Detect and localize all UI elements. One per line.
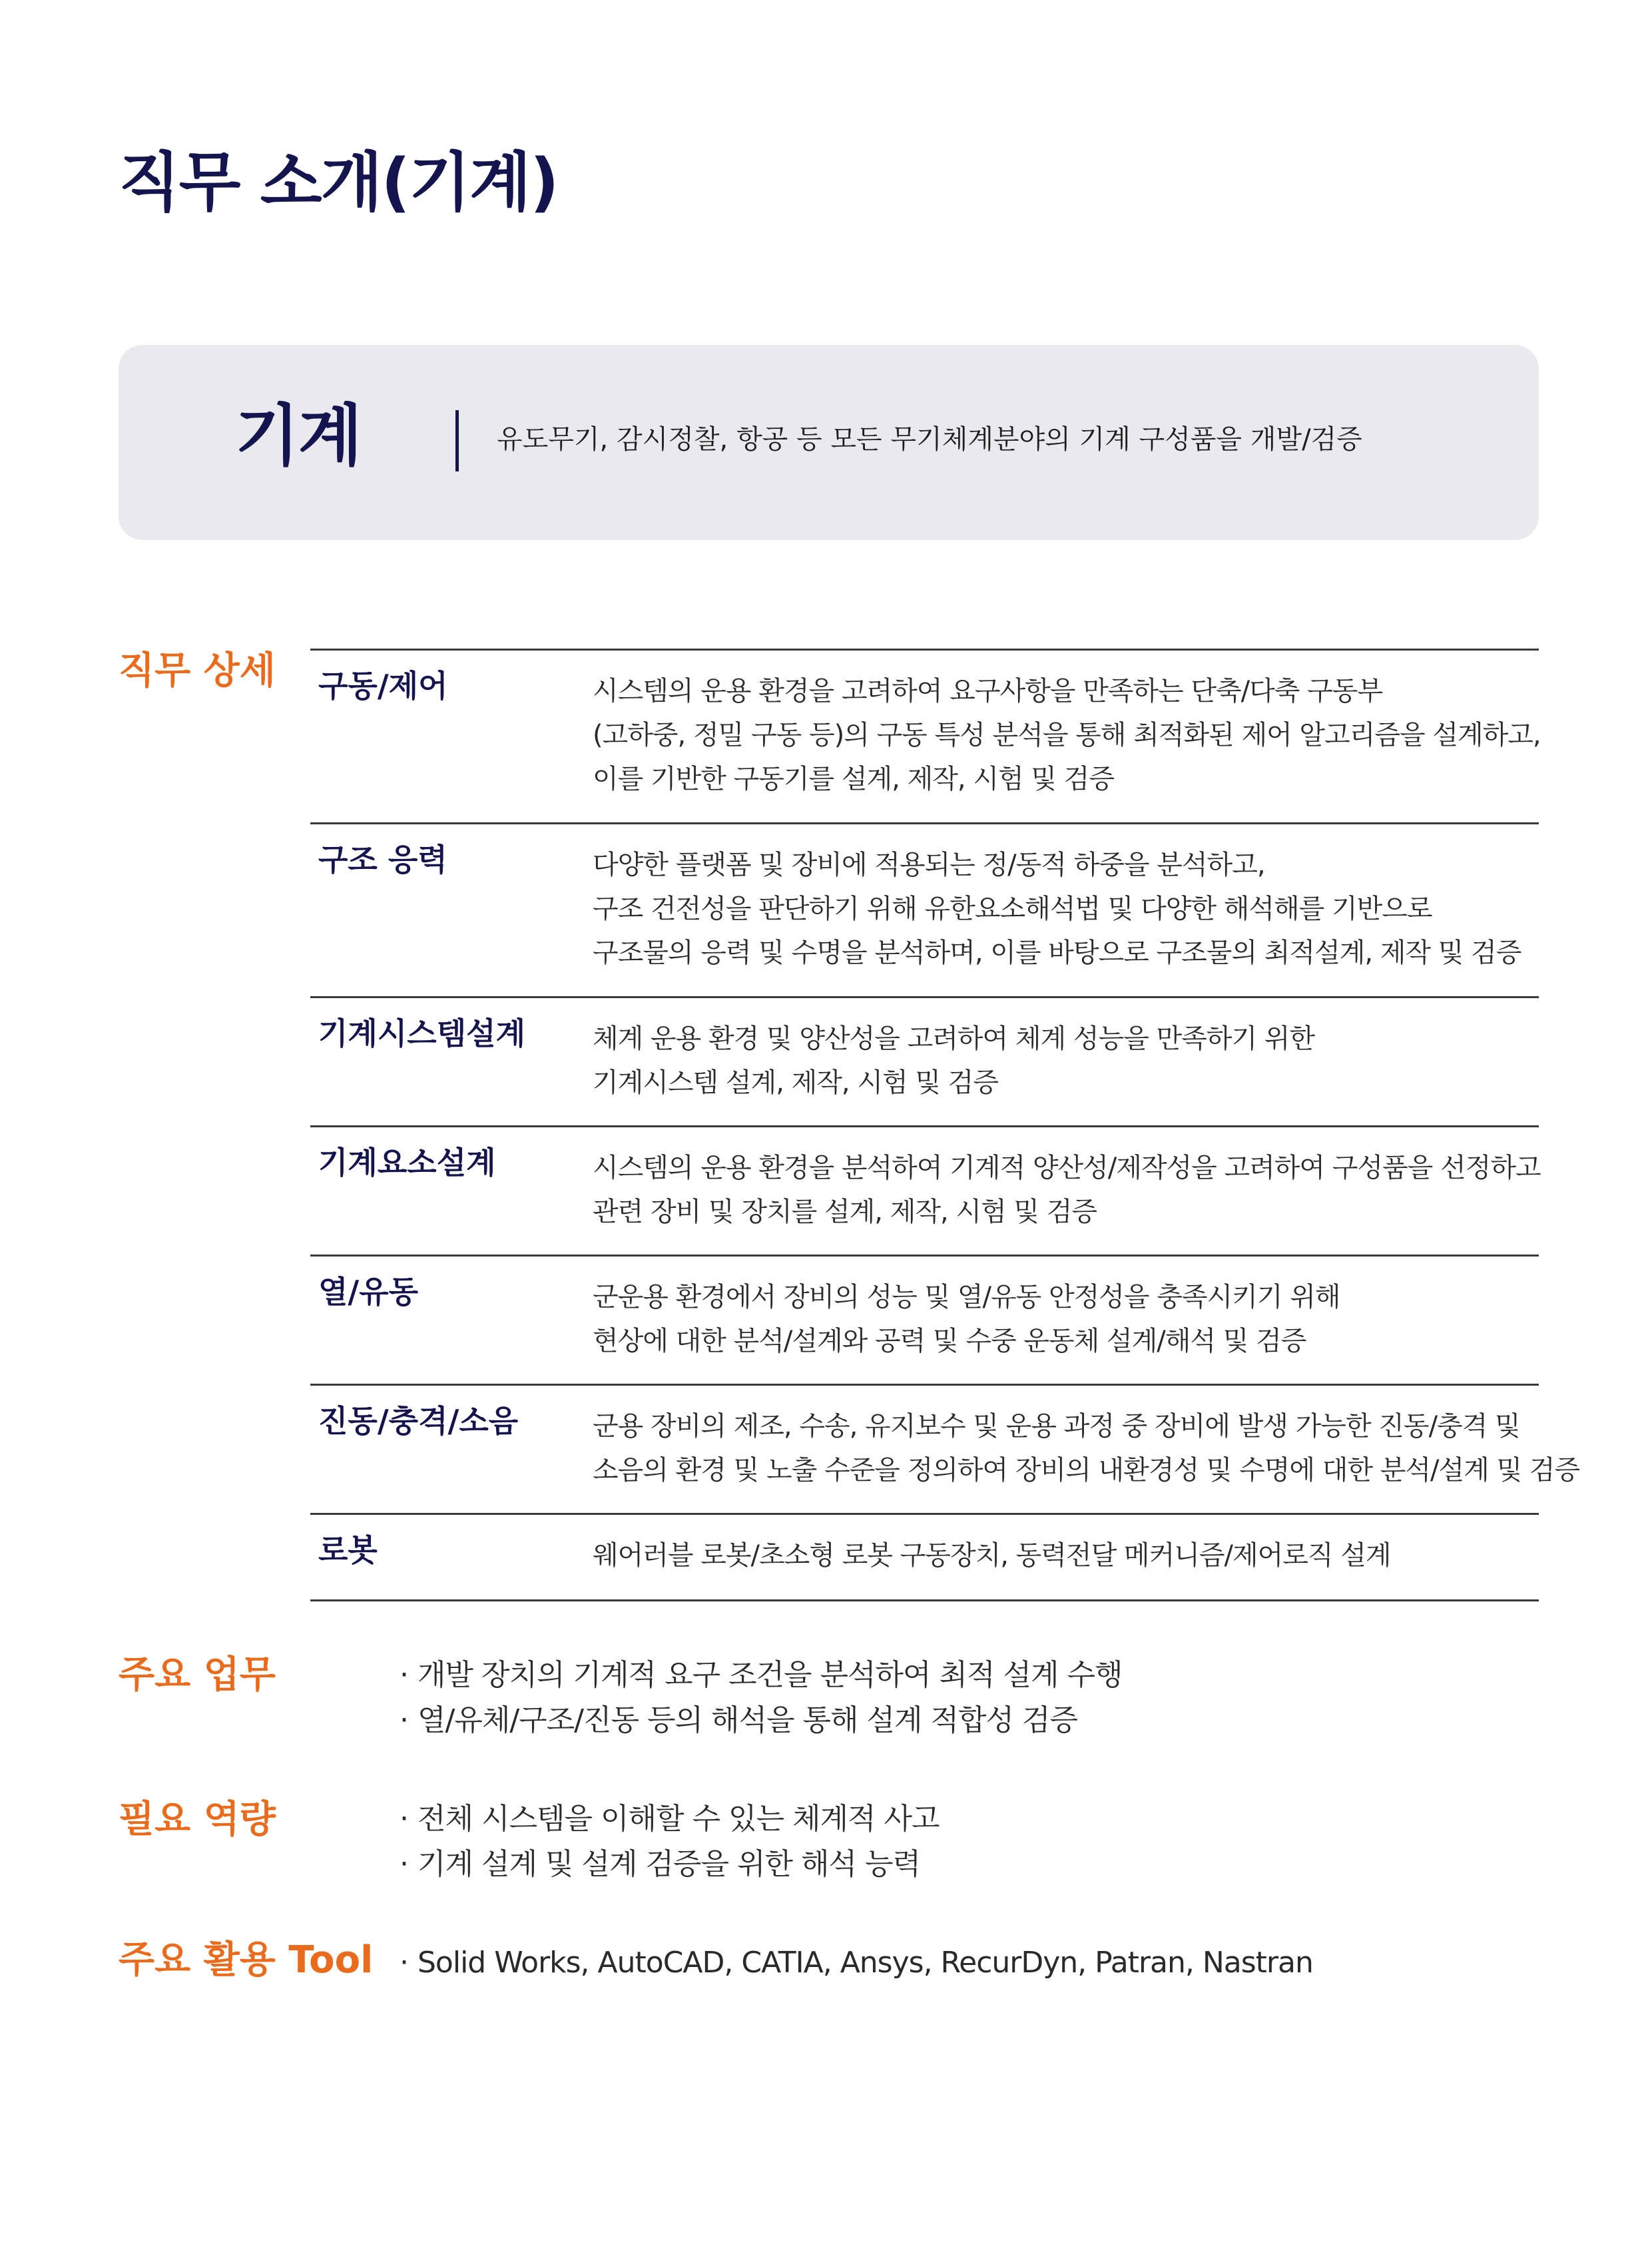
required-skills-list (400, 1797, 939, 1887)
job-summary-text: 유도무기, 감시정찰, 항공 등 모든 무기체계분야의 기계 구성품을 개발/검증 (497, 424, 1362, 455)
description-line: 군용 장비의 제조, 수송, 유지보수 및 운용 과정 중 장비에 발생 가능한 진동/충격 및 (593, 1411, 1520, 1442)
row-name: 기계시스템설계 (318, 1015, 526, 1051)
list-item (400, 1653, 1122, 1698)
description-line: 현상에 대한 분석/설계와 공력 및 수중 운동체 설계/해석 및 검증 (593, 1326, 1306, 1356)
table-row (310, 651, 1539, 824)
bullet-icon: · (400, 1847, 408, 1881)
row-description (310, 1404, 1579, 1492)
table-row (310, 998, 1539, 1127)
job-summary-card (119, 345, 1539, 540)
job-detail-table (310, 649, 1580, 1601)
row-description (310, 1275, 1340, 1363)
description-line: 구조 건전성을 판단하기 위해 유한요소해석법 및 다양한 해석해를 기반으로 (593, 894, 1432, 924)
section-label-job-detail: 직무 상세 (119, 649, 276, 693)
description-line: 이를 기반한 구동기를 설계, 제작, 시험 및 검증 (593, 764, 1114, 794)
row-description (310, 1017, 1314, 1105)
list-item-text: 열/유체/구조/진동 등의 해석을 통해 설계 적합성 검증 (417, 1703, 1077, 1737)
description-line: 웨어러블 로봇/초소형 로봇 구동장치, 동력전달 메커니즘/제어로직 설계 (593, 1540, 1391, 1571)
description-line: 기계시스템 설계, 제작, 시험 및 검증 (593, 1067, 998, 1098)
description-line: 체계 운용 환경 및 양산성을 고려하여 체계 성능을 만족하기 위한 (593, 1023, 1315, 1054)
table-row (310, 1386, 1580, 1515)
description-line: 구조물의 응력 및 수명을 분석하며, 이를 바탕으로 구조물의 최적설계, 제작 및 검증 (593, 938, 1521, 968)
row-description (310, 669, 1541, 801)
table-row (310, 1257, 1539, 1386)
bullet-icon: · (400, 1658, 408, 1692)
bullet-icon: · (400, 1946, 408, 1980)
section-label-required-skills: 필요 역량 (119, 1798, 276, 1841)
list-item (400, 1797, 939, 1842)
row-name: 구동/제어 (318, 668, 448, 704)
table-row (310, 1515, 1539, 1601)
description-line: (고하중, 정밀 구동 등)의 구동 특성 분석을 통해 최적화된 제어 알고리즘을 설계하고, (593, 720, 1541, 750)
row-name: 진동/충격/소음 (318, 1403, 519, 1439)
row-description (310, 843, 1521, 975)
list-item (400, 1940, 1313, 1986)
description-line: 관련 장비 및 장치를 설계, 제작, 시험 및 검증 (593, 1197, 1097, 1227)
bullet-icon: · (400, 1802, 408, 1836)
description-line: 시스템의 운용 환경을 고려하여 요구사항을 만족하는 단축/다축 구동부 (593, 676, 1383, 706)
row-name: 구조 응력 (318, 842, 447, 878)
page-title: 직무 소개(기계) (119, 145, 558, 220)
row-description (310, 1146, 1541, 1234)
table-row (310, 824, 1539, 998)
list-item (400, 1698, 1122, 1743)
list-item-text: 전체 시스템을 이해할 수 있는 체계적 사고 (417, 1802, 940, 1836)
job-name: 기계 (235, 397, 362, 475)
vertical-divider (455, 410, 459, 471)
description-line: 시스템의 운용 환경을 분석하여 기계적 양산성/제작성을 고려하여 구성품을 선정하고 (593, 1153, 1541, 1183)
section-label-main-tasks: 주요 업무 (119, 1653, 276, 1697)
list-item-text: 개발 장치의 기계적 요구 조건을 분석하여 최적 설계 수행 (417, 1658, 1123, 1692)
section-label-tools: 주요 활용 Tool (119, 1938, 374, 1982)
description-line: 다양한 플랫폼 및 장비에 적용되는 정/동적 하중을 분석하고, (593, 850, 1265, 880)
row-name: 열/유동 (318, 1274, 419, 1310)
list-item-text: 기계 설계 및 설계 검증을 위한 해석 능력 (417, 1847, 920, 1881)
main-tasks-list (400, 1653, 1122, 1743)
row-name: 기계요소설계 (318, 1145, 496, 1181)
list-item-text: Solid Works, AutoCAD, CATIA, Ansys, RecurDyn, Patran, Nastran (417, 1946, 1313, 1980)
table-row (310, 1127, 1539, 1257)
bullet-icon: · (400, 1703, 408, 1737)
list-item (400, 1842, 939, 1887)
tools-list (400, 1940, 1313, 1986)
description-line: 군운용 환경에서 장비의 성능 및 열/유동 안정성을 충족시키기 위해 (593, 1282, 1340, 1312)
row-description (310, 1534, 1391, 1577)
row-name: 로봇 (318, 1532, 378, 1568)
description-line: 소음의 환경 및 노출 수준을 정의하여 장비의 내환경성 및 수명에 대한 분석/설계 및 검증 (593, 1455, 1580, 1486)
